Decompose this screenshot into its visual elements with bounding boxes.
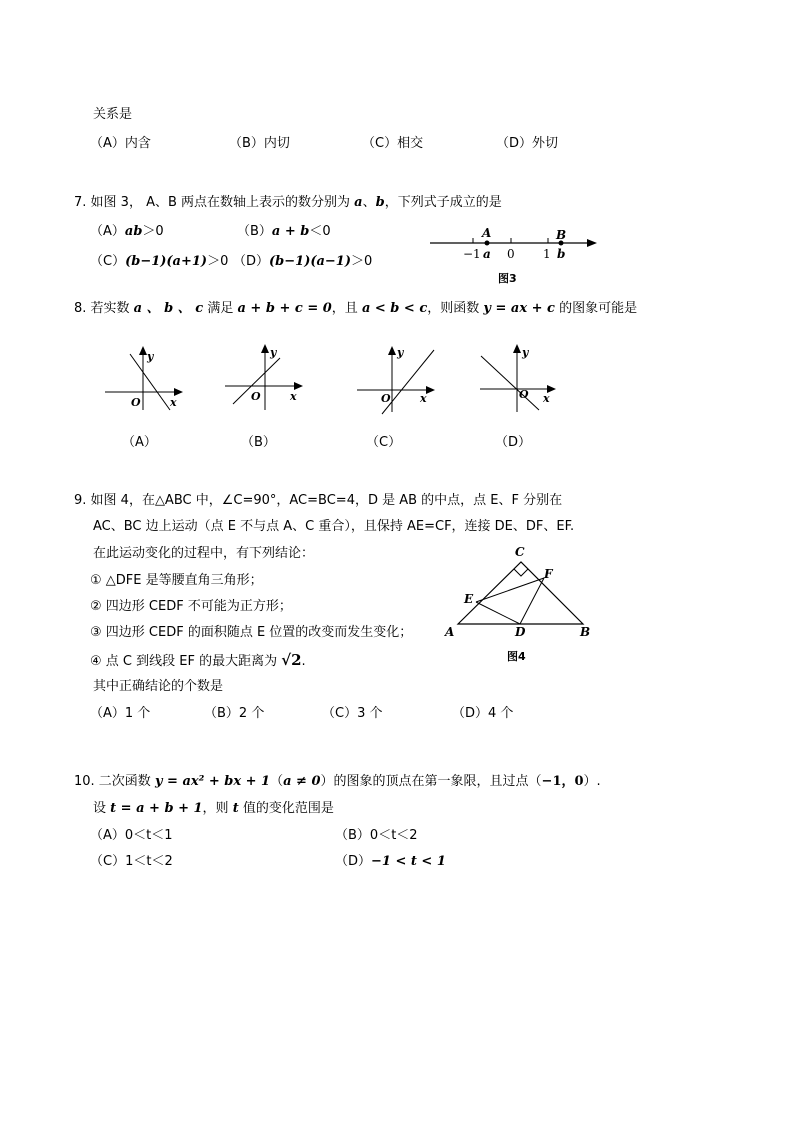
q10-line-2-c: 值的变化范围是 xyxy=(238,801,334,816)
q7-label-B: B xyxy=(556,228,567,242)
q8-graph-c-y-label: y xyxy=(397,346,404,359)
q6-stem-tail: 关系是 xyxy=(93,107,133,122)
q8-graph-b-label: （B） xyxy=(241,435,276,450)
q9-right-angle-mark xyxy=(514,569,528,576)
q7-option-a-expr: ab xyxy=(124,224,143,239)
q9-option-c: （C）3 个 xyxy=(322,706,383,721)
q8-graph-d-line xyxy=(481,356,539,410)
q8-graph-b-origin: O xyxy=(251,390,261,403)
q7-tick-label-1: 1 xyxy=(543,247,551,261)
q9-conclusion-3: ③ 四边形 CEDF 的面积随点 E 位置的改变而发生变化； xyxy=(90,625,413,640)
q7-tick-label-neg1: −1 xyxy=(463,247,481,261)
q8-graph-a-x-label: x xyxy=(170,396,177,409)
q8-graph-b-y-label: y xyxy=(270,346,277,359)
q7-axis-arrow xyxy=(587,239,597,247)
q8-graph-b xyxy=(220,340,310,430)
q8-graph-a-y-arrow xyxy=(139,346,147,355)
q6-option-c: （C）相交 xyxy=(362,136,424,151)
q7-label-b: b xyxy=(557,247,566,261)
q8-graph-a-origin: O xyxy=(131,396,141,409)
q9-option-d: （D）4 个 xyxy=(452,706,514,721)
q9-triangle-figure xyxy=(440,540,600,670)
q9-label-c: C xyxy=(515,545,525,559)
q7-option-d-expr: (b−1)(a−1) xyxy=(269,254,352,269)
q9-label-a: A xyxy=(445,625,455,639)
q7-option-d-tail: ＞0 xyxy=(351,254,373,269)
q9-conclusion-4 xyxy=(90,651,306,671)
q8-vars: a 、 b 、 c xyxy=(133,301,204,316)
q9-question: 其中正确结论的个数是 xyxy=(93,679,224,694)
q7-option-b-expr: a + b xyxy=(271,224,310,239)
q8-graph-c xyxy=(352,340,442,430)
q9-conclusion-4-a: ④ 点 C 到线段 EF 的最大距离为 xyxy=(90,654,282,669)
q10-line-2 xyxy=(93,800,334,818)
q8-stem-c: ，且 xyxy=(331,301,362,316)
q7-point-a xyxy=(485,241,490,246)
q10-stem-b: （ xyxy=(270,774,284,789)
q8-graph-b-x-label: x xyxy=(290,390,297,403)
q7-label-a: a xyxy=(483,247,491,261)
q6-option-a: （A）内含 xyxy=(90,136,151,151)
q10-t-var: t xyxy=(232,801,239,816)
q8-graph-d-label: （D） xyxy=(495,435,532,450)
q7-option-c-expr: (b−1)(a+1) xyxy=(125,254,208,269)
q10-func: y = ax² + bx + 1 xyxy=(154,774,271,789)
q10-option-d-label: （D） xyxy=(335,854,372,869)
q8-graph-c-y-arrow xyxy=(388,346,396,355)
q9-option-a: （A）1 个 xyxy=(90,706,151,721)
q10-line-2-b: ，则 xyxy=(202,801,233,816)
q10-stem-c: ）的图象的顶点在第一象限，且过点（ xyxy=(320,774,542,789)
q7-var-b: b xyxy=(375,195,385,210)
q10-option-b: （B）0＜t＜2 xyxy=(335,828,418,843)
q7-option-c-tail: ＞0 xyxy=(207,254,229,269)
q8-graph-a xyxy=(100,340,190,430)
q8-graph-d-x-label: x xyxy=(543,392,550,405)
q8-graph-a-x-arrow xyxy=(174,388,183,396)
q8-graph-c-x-arrow xyxy=(426,386,435,394)
q6-option-d: （D）外切 xyxy=(496,136,559,151)
q9-triangle-abc xyxy=(458,562,583,624)
q8-graph-b-y-arrow xyxy=(261,344,269,353)
q7-tick-label-0: 0 xyxy=(507,247,515,261)
q7-option-d xyxy=(233,253,372,271)
q7-option-a-label: （A） xyxy=(90,224,125,239)
q8-graph-a-y-label: y xyxy=(147,350,154,363)
q7-option-c-label: （C） xyxy=(90,254,126,269)
q8-graph-d-y-label: y xyxy=(522,346,529,359)
q10-stem-d: ）. xyxy=(583,774,601,789)
q8-graph-a-label: （A） xyxy=(122,435,157,450)
q7-stem-b: ，下列式子成立的是 xyxy=(384,195,502,210)
q10-t-def: t = a + b + 1 xyxy=(110,801,203,816)
q9-line-1: 9. 如图 4，在△ABC 中，∠C=90°，AC=BC=4，D 是 AB 的中点，点 E、F 分别在 xyxy=(74,493,563,508)
q8-stem-e: 的图象可能是 xyxy=(554,301,638,316)
q8-stem-d: ，则函数 xyxy=(427,301,484,316)
q10-point: −1，0 xyxy=(541,774,584,789)
q9-segment-de xyxy=(476,602,520,624)
q9-sqrt2: √2 xyxy=(281,651,302,669)
q10-option-d xyxy=(335,853,446,871)
q9-label-e: E xyxy=(464,592,474,606)
q7-option-a xyxy=(90,223,164,241)
q8-graph-c-origin: O xyxy=(381,392,391,405)
q6-option-b: （B）内切 xyxy=(229,136,290,151)
q10-cond: a ≠ 0 xyxy=(283,774,321,789)
q10-option-c: （C）1＜t＜2 xyxy=(90,854,173,869)
q7-option-c xyxy=(90,253,228,271)
q10-stem-a: 10. 二次函数 xyxy=(74,774,155,789)
q9-conclusion-4-c: . xyxy=(301,654,306,669)
q8-graph-d-origin: O xyxy=(519,388,529,401)
q7-label-A: A xyxy=(482,226,492,240)
q10-stem xyxy=(74,773,601,791)
q8-func: y = ax + c xyxy=(483,301,555,316)
q9-conclusion-1: ① △DFE 是等腰直角三角形； xyxy=(90,573,263,588)
q7-option-b-label: （B） xyxy=(237,224,272,239)
q7-number-line-figure xyxy=(425,225,605,290)
q10-option-d-expr: −1 < t < 1 xyxy=(371,854,446,869)
q7-option-b xyxy=(237,223,331,241)
q9-fig-caption: 图4 xyxy=(507,650,526,663)
q7-stem-a: 7. 如图 3， A、B 两点在数轴上表示的数分别为 xyxy=(74,195,355,210)
q8-ineq: a < b < c xyxy=(361,301,428,316)
q8-stem-b: 满足 xyxy=(203,301,238,316)
q7-sep: 、 xyxy=(362,195,376,210)
q9-option-b: （B）2 个 xyxy=(204,706,265,721)
q7-var-a: a xyxy=(354,195,363,210)
q8-graph-c-label: （C） xyxy=(366,435,402,450)
q9-conclusion-2: ② 四边形 CEDF 不可能为正方形； xyxy=(90,599,292,614)
q8-graph-c-x-label: x xyxy=(420,392,427,405)
q9-line-2: AC、BC 边上运动（点 E 不与点 A、C 重合），且保持 AE=CF，连接 DE、DF、EF. xyxy=(93,519,575,534)
q7-stem xyxy=(74,194,502,212)
q7-option-a-tail: ＞0 xyxy=(142,224,164,239)
q9-label-b: B xyxy=(580,625,591,639)
q9-line-3: 在此运动变化的过程中，有下列结论： xyxy=(93,546,315,561)
q9-label-d: D xyxy=(515,625,526,639)
q10-line-2-a: 设 xyxy=(93,801,111,816)
q7-fig-caption: 图3 xyxy=(498,272,517,285)
q9-label-f: F xyxy=(544,567,553,581)
q8-stem xyxy=(74,300,637,318)
q10-option-a: （A）0＜t＜1 xyxy=(90,828,173,843)
q8-graph-d-y-arrow xyxy=(513,344,521,353)
q8-stem-a: 8. 若实数 xyxy=(74,301,134,316)
q8-graph-d xyxy=(475,340,565,430)
q7-option-b-tail: ＜0 xyxy=(309,224,331,239)
q7-option-d-label: （D） xyxy=(233,254,270,269)
q8-graph-b-x-arrow xyxy=(294,382,303,390)
q8-cond: a + b + c = 0 xyxy=(237,301,332,316)
